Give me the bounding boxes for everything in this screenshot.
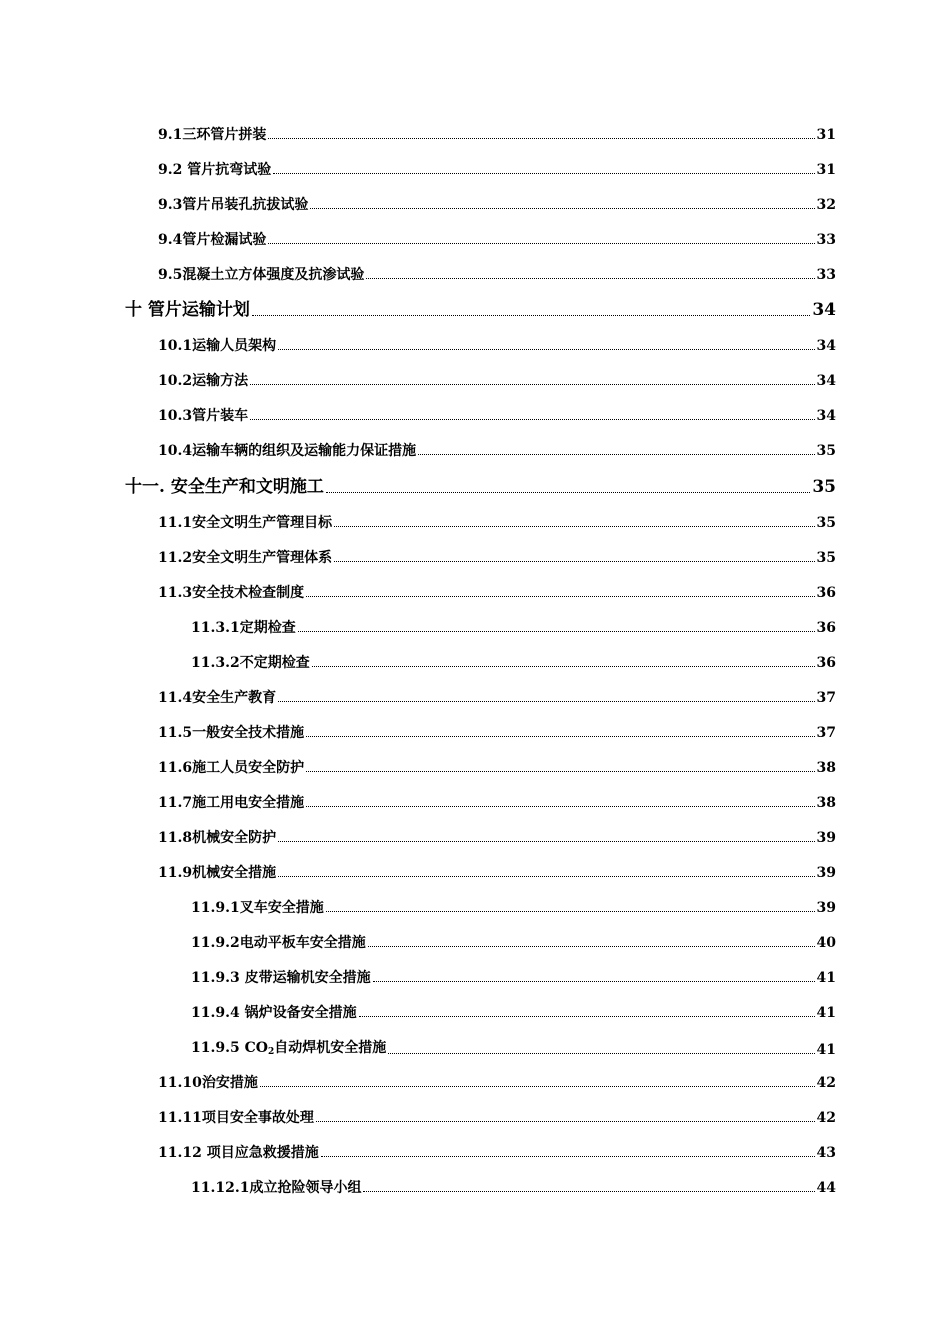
toc-leader-dots [260, 1086, 815, 1087]
toc-leader-dots [363, 1191, 814, 1192]
toc-entry-label: 11.4安全生产教育 [158, 690, 277, 706]
toc-entry-label: 11.9.4 锅炉设备安全措施 [191, 1005, 357, 1021]
toc-entry-label: 11.12 项目应急救援措施 [158, 1145, 319, 1161]
toc-entry-label [191, 1041, 386, 1057]
toc-entry-label: 11.3.2不定期检查 [191, 655, 310, 671]
toc-leader-dots [334, 526, 814, 527]
toc-leader-dots [359, 1016, 815, 1017]
toc-leader-dots [268, 138, 814, 139]
toc-leader-dots [306, 806, 814, 807]
toc-entry-label: 9.3管片吊装孔抗拔试验 [158, 197, 309, 213]
toc-entry-label: 11.9.2电动平板车安全措施 [191, 935, 366, 951]
toc-entry-label: 11.8机械安全防护 [158, 830, 277, 846]
toc-subentry[interactable] [191, 1006, 836, 1020]
toc-page-number: 42 [816, 1075, 836, 1091]
toc-leader-dots [273, 173, 814, 174]
toc-page-number: 41 [816, 1005, 836, 1021]
toc-leader-dots [334, 561, 814, 562]
toc-leader-dots [278, 701, 814, 702]
toc-page-number: 35 [816, 443, 836, 459]
toc-leader-dots [278, 876, 814, 877]
toc-entry[interactable] [158, 516, 836, 530]
toc-leader-dots [306, 596, 814, 597]
toc-entry[interactable] [158, 726, 836, 740]
toc-entry-label: 11.12.1成立抢险领导小组 [191, 1180, 362, 1196]
toc-leader-dots [312, 666, 815, 667]
toc-entry[interactable] [158, 1146, 836, 1160]
toc-entry[interactable] [158, 444, 836, 458]
toc-entry-label: 11.9机械安全措施 [158, 865, 277, 881]
toc-page-number: 34 [816, 373, 836, 389]
toc-leader-dots [326, 492, 810, 493]
toc-entry-label: 11.1安全文明生产管理目标 [158, 515, 333, 531]
toc-page-number: 36 [816, 655, 836, 671]
toc-page-number: 40 [816, 935, 836, 951]
toc-entry-label: 11.10治安措施 [158, 1075, 258, 1091]
toc-page-number: 41 [816, 1042, 836, 1058]
toc-page-number: 33 [816, 267, 836, 283]
toc-subentry[interactable] [191, 656, 836, 670]
toc-page-number: 37 [816, 725, 836, 741]
toc-page-number: 42 [816, 1110, 836, 1126]
toc-page-number: 34 [816, 338, 836, 354]
toc-entry-label: 11.6施工人员安全防护 [158, 760, 305, 776]
toc-page-number: 39 [816, 900, 836, 916]
toc-entry-label-suffix: 自动焊机安全措施 [274, 1040, 387, 1056]
toc-leader-dots [278, 841, 814, 842]
toc-subentry[interactable] [191, 901, 836, 915]
toc-page-number: 33 [816, 232, 836, 248]
toc-page-number: 39 [816, 865, 836, 881]
toc-leader-dots [250, 419, 814, 420]
toc-leader-dots [326, 911, 815, 912]
toc-page-number: 38 [816, 795, 836, 811]
toc-entry-label: 11.3安全技术检查制度 [158, 585, 305, 601]
toc-entry-label-prefix: 11.9.5 CO [191, 1040, 268, 1056]
toc-entry-label: 十 管片运输计划 [125, 300, 250, 320]
toc-leader-dots [252, 315, 810, 316]
toc-entry[interactable] [158, 1111, 836, 1125]
toc-entry-label: 10.4运输车辆的组织及运输能力保证措施 [158, 443, 417, 459]
toc-page-number: 35 [812, 477, 836, 497]
toc-entry[interactable] [158, 866, 836, 880]
toc-entry-label: 十一. 安全生产和文明施工 [125, 477, 324, 497]
toc-entry[interactable] [158, 831, 836, 845]
toc-page-number: 41 [816, 970, 836, 986]
toc-entry[interactable] [158, 339, 836, 353]
toc-subentry[interactable] [191, 1181, 836, 1195]
toc-leader-dots [268, 243, 814, 244]
toc-entry-label: 11.9.1叉车安全措施 [191, 900, 324, 916]
toc-entry-label: 11.2安全文明生产管理体系 [158, 550, 333, 566]
toc-page-number: 39 [816, 830, 836, 846]
toc-page-number: 31 [816, 162, 836, 178]
toc-entry-label: 11.11项目安全事故处理 [158, 1110, 314, 1126]
toc-leader-dots [306, 771, 814, 772]
toc-entry-label-subscript: 2 [267, 1047, 275, 1057]
toc-page-number: 36 [816, 585, 836, 601]
toc-subentry[interactable] [191, 621, 836, 635]
toc-leader-dots [278, 349, 814, 350]
toc-entry[interactable] [158, 374, 836, 388]
toc-entry[interactable] [158, 551, 836, 565]
toc-leader-dots [310, 208, 814, 209]
toc-entry-label: 11.5一般安全技术措施 [158, 725, 305, 741]
toc-leader-dots [368, 946, 815, 947]
toc-page-number: 34 [812, 300, 836, 320]
toc-entry[interactable] [158, 796, 836, 810]
toc-leader-dots [388, 1053, 814, 1054]
toc-subentry[interactable] [191, 936, 836, 950]
toc-entry-label: 9.5混凝土立方体强度及抗渗试验 [158, 267, 365, 283]
toc-leader-dots [250, 384, 814, 385]
toc-entry-label: 9.1三环管片拼装 [158, 127, 267, 143]
toc-page-number: 38 [816, 760, 836, 776]
toc-chapter-entry[interactable] [125, 479, 836, 496]
toc-entry[interactable] [158, 761, 836, 775]
toc-entry[interactable] [158, 1076, 836, 1090]
toc-page-number: 31 [816, 127, 836, 143]
toc-entry-label: 11.9.3 皮带运输机安全措施 [191, 970, 371, 986]
toc-entry-label: 10.2运输方法 [158, 373, 249, 389]
toc-subentry[interactable] [191, 971, 836, 985]
toc-leader-dots [366, 278, 814, 279]
toc-entry-label: 9.2 管片抗弯试验 [158, 162, 272, 178]
toc-entry[interactable] [158, 128, 836, 142]
toc-page-number: 35 [816, 550, 836, 566]
toc-page-number: 44 [816, 1180, 836, 1196]
toc-leader-dots [306, 736, 814, 737]
toc-page-number: 43 [816, 1145, 836, 1161]
toc-leader-dots [418, 454, 814, 455]
toc-page-number: 34 [816, 408, 836, 424]
toc-entry[interactable] [158, 691, 836, 705]
toc-page-number: 32 [816, 197, 836, 213]
toc-page-number: 35 [816, 515, 836, 531]
toc-entry[interactable] [158, 198, 836, 212]
toc-leader-dots [373, 981, 815, 982]
toc-subentry[interactable] [191, 1041, 836, 1057]
toc-entry[interactable] [158, 233, 836, 247]
toc-leader-dots [321, 1156, 815, 1157]
toc-page-number: 36 [816, 620, 836, 636]
toc-leader-dots [316, 1121, 815, 1122]
toc-leader-dots [298, 631, 815, 632]
toc-entry[interactable] [158, 586, 836, 600]
toc-chapter-entry[interactable] [125, 302, 836, 319]
toc-entry[interactable] [158, 268, 836, 282]
toc-entry-label: 10.1运输人员架构 [158, 338, 277, 354]
toc-page-number: 37 [816, 690, 836, 706]
toc-entry-label: 11.3.1定期检查 [191, 620, 296, 636]
toc-entry[interactable] [158, 409, 836, 423]
toc-entry[interactable] [158, 163, 836, 177]
toc-entry-label: 11.7施工用电安全措施 [158, 795, 305, 811]
toc-entry-label: 9.4管片检漏试验 [158, 232, 267, 248]
toc-entry-label: 10.3管片装车 [158, 408, 249, 424]
